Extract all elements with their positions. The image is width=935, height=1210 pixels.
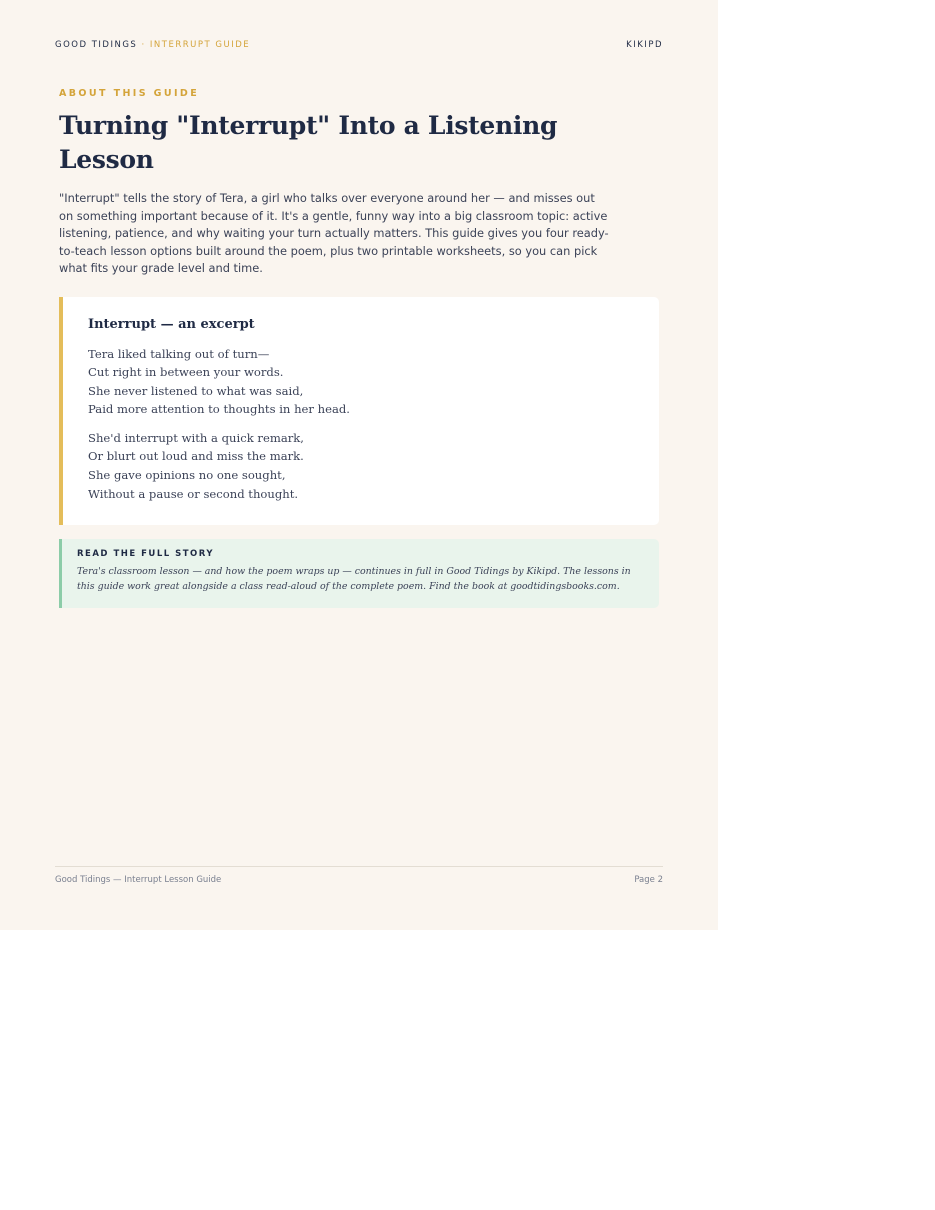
poem-line: She never listened to what was said, <box>88 383 304 398</box>
page-number: Page 2 <box>634 875 663 885</box>
poem-excerpt-card <box>59 297 659 525</box>
page-title: Turning "Interrupt" Into a Listening Lesson <box>59 111 558 174</box>
poem-stanza <box>88 429 635 503</box>
read-full-story-callout <box>59 539 659 608</box>
intro-paragraph: "Interrupt" tells the story of Tera, a girl who talks over everyone around her — and misses out on something important because of it. It's a gentle, funny way into a big classroom topic: active listening, patience, and why waiting your turn actually matters. This guide gives you four ready-to-teach lesson options built around the poem, plus two printable worksheets, so you can pick what fits your grade level and time. <box>59 191 609 275</box>
footer-divider <box>55 866 663 867</box>
header-separator: · <box>141 40 146 50</box>
callout-text: Tera's classroom lesson — and how the poem wraps up — continues in full in Good Tidings by Kikipd. The lessons in this guide work great alongside a class read-aloud of the complete poem. Find the book at goodtidingsbooks.com. <box>77 565 631 592</box>
poem-stanza <box>88 345 635 419</box>
brand-name: GOOD TIDINGS <box>55 40 138 50</box>
main-content <box>59 88 659 608</box>
callout-title: READ THE FULL STORY <box>77 548 215 559</box>
poem-line: She gave opinions no one sought, <box>88 468 286 483</box>
poem-title: Interrupt — an excerpt <box>88 316 255 332</box>
header-title <box>55 40 250 50</box>
author-name: KIKIPD <box>626 40 663 50</box>
poem-line: Without a pause or second thought. <box>88 486 299 501</box>
footer-guide-title: Good Tidings — Interrupt Lesson Guide <box>55 875 222 885</box>
poem-line: Or blurt out loud and miss the mark. <box>88 449 304 464</box>
poem-line: Tera liked talking out of turn— <box>88 346 270 361</box>
poem-line: She'd interrupt with a quick remark, <box>88 430 304 445</box>
poem-line: Paid more attention to thoughts in her head. <box>88 402 350 417</box>
guide-name: INTERRUPT GUIDE <box>149 40 251 50</box>
poem-line: Cut right in between your words. <box>88 365 284 380</box>
section-eyebrow: ABOUT THIS GUIDE <box>59 88 200 99</box>
page-header <box>55 38 663 52</box>
page-footer <box>55 875 663 885</box>
